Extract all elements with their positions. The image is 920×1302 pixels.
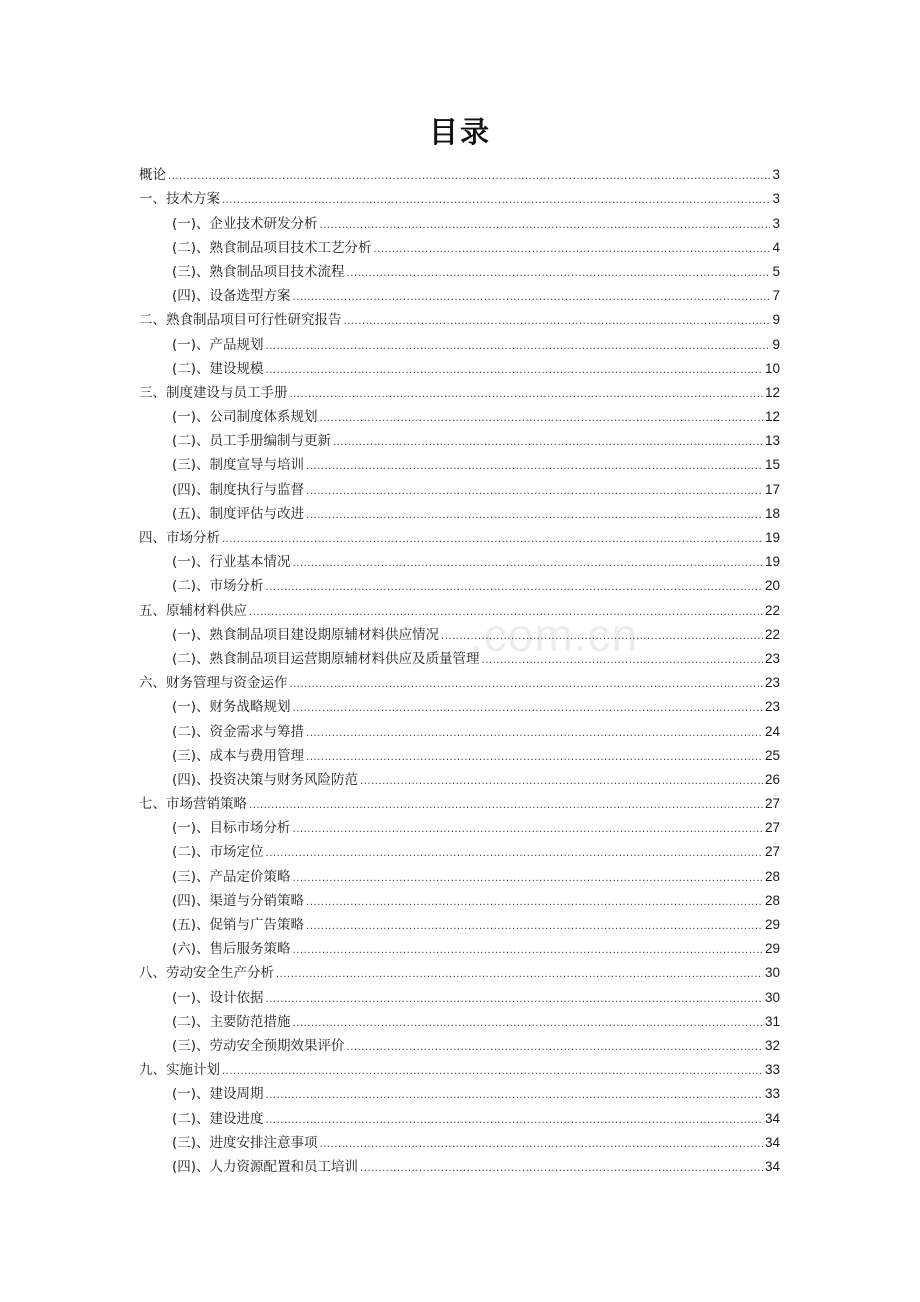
toc-chapter-entry[interactable]: [139, 595, 780, 619]
toc-dot-leader: [344, 315, 771, 329]
toc-section-entry[interactable]: [139, 861, 780, 885]
toc-section-entry[interactable]: [139, 1079, 780, 1103]
toc-dot-leader: [266, 340, 771, 354]
toc-dot-leader: [290, 678, 763, 692]
toc-section-entry[interactable]: [139, 281, 780, 305]
toc-section-entry[interactable]: [139, 934, 780, 958]
toc-entry-text: (三)、熟食制品项目技术流程: [172, 263, 345, 280]
toc-dot-leader: [266, 364, 763, 378]
toc-section-entry[interactable]: [139, 982, 780, 1006]
toc-page-number: 18: [764, 505, 780, 521]
toc-dot-leader: [290, 388, 763, 402]
toc-section-entry[interactable]: [139, 450, 780, 474]
toc-dot-leader: [347, 1041, 763, 1055]
toc-page-number: 5: [772, 263, 780, 279]
toc-page-number: 34: [764, 1134, 780, 1150]
table-of-contents: [139, 160, 780, 1176]
toc-page-number: 12: [764, 384, 780, 400]
toc-dot-leader: [441, 630, 763, 644]
toc-dot-leader: [266, 581, 763, 595]
toc-page-number: 3: [772, 215, 780, 231]
toc-entry-text: (一)、建设周期: [172, 1086, 264, 1103]
toc-entry-text: (二)、熟食制品项目技术工艺分析: [172, 239, 372, 256]
toc-entry-text: (一)、设计依据: [172, 989, 264, 1006]
toc-page-number: 26: [764, 771, 780, 787]
toc-dot-leader: [482, 654, 763, 668]
toc-page-number: 3: [772, 191, 780, 207]
toc-entry-text: (三)、制度宣导与培训: [172, 457, 305, 474]
toc-section-entry[interactable]: [139, 910, 780, 934]
toc-dot-leader: [222, 1065, 763, 1079]
toc-section-entry[interactable]: [139, 644, 780, 668]
toc-dot-leader: [306, 460, 763, 474]
toc-page-number: 28: [764, 892, 780, 908]
toc-dot-leader: [347, 267, 771, 281]
toc-page-number: 9: [772, 336, 780, 352]
toc-page-number: 13: [764, 433, 780, 449]
toc-section-entry[interactable]: [139, 1007, 780, 1031]
toc-section-entry[interactable]: [139, 329, 780, 353]
toc-dot-leader: [320, 1138, 763, 1152]
toc-dot-leader: [360, 1162, 763, 1176]
toc-entry-text: (三)、进度安排注意事项: [172, 1134, 318, 1151]
toc-entry-text: (一)、熟食制品项目建设期原辅材料供应情况: [172, 626, 440, 643]
toc-dot-leader: [168, 170, 770, 184]
toc-entry-text: (四)、制度执行与监督: [172, 481, 305, 498]
toc-page-number: 29: [764, 941, 780, 957]
toc-dot-leader: [306, 727, 763, 741]
toc-chapter-entry[interactable]: [139, 789, 780, 813]
toc-page-number: 32: [764, 1037, 780, 1053]
toc-entry-text: (二)、市场定位: [172, 844, 264, 861]
toc-section-entry[interactable]: [139, 402, 780, 426]
toc-dot-leader: [222, 533, 763, 547]
toc-entry-text: 二、熟食制品项目可行性研究报告: [139, 312, 342, 329]
toc-page-number: 15: [764, 457, 780, 473]
toc-page-number: 12: [764, 409, 780, 425]
page-title: 目录: [428, 115, 491, 149]
toc-entry-text: (一)、产品规划: [172, 336, 264, 353]
toc-entry-text: 七、市场营销策略: [139, 796, 247, 813]
toc-page-number: 30: [764, 965, 780, 981]
toc-entry-text: (二)、员工手册编制与更新: [172, 433, 332, 450]
toc-entry-text: (五)、促销与广告策略: [172, 917, 305, 933]
toc-entry-text: (二)、主要防范措施: [172, 1013, 291, 1030]
toc-section-entry[interactable]: [139, 1152, 780, 1176]
toc-entry-text: (一)、财务战略规划: [172, 699, 291, 716]
toc-entry-text: (二)、建设规模: [172, 360, 264, 377]
toc-entry-text: (一)、行业基本情况: [172, 554, 291, 571]
toc-page-number: 23: [764, 675, 780, 691]
toc-entry-text: (三)、劳动安全预期效果评价: [172, 1037, 345, 1054]
toc-section-entry[interactable]: [139, 692, 780, 716]
toc-section-entry[interactable]: [139, 620, 780, 644]
toc-dot-leader: [266, 847, 763, 861]
toc-entry-text: 概论: [139, 167, 166, 184]
toc-section-entry[interactable]: [139, 474, 780, 498]
toc-entry-text: (二)、熟食制品项目运营期原辅材料供应及质量管理: [172, 650, 480, 667]
toc-section-entry[interactable]: [139, 741, 780, 765]
toc-dot-leader: [306, 751, 763, 765]
toc-page-number: 19: [764, 530, 780, 545]
toc-entry-text: (一)、企业技术研发分析: [172, 215, 318, 232]
toc-dot-leader: [306, 896, 763, 910]
toc-page-number: 34: [764, 1110, 780, 1126]
toc-page-number: 33: [764, 1086, 780, 1102]
toc-chapter-entry[interactable]: [139, 378, 780, 402]
toc-dot-leader: [276, 968, 763, 982]
toc-dot-leader: [293, 944, 763, 958]
toc-entry-text: (四)、渠道与分销策略: [172, 892, 305, 909]
toc-section-entry[interactable]: [139, 257, 780, 281]
toc-page-number: 27: [764, 796, 780, 812]
toc-entry-text: 一、技术方案: [139, 191, 220, 208]
toc-section-entry[interactable]: [139, 426, 780, 450]
toc-section-entry[interactable]: [139, 813, 780, 837]
toc-dot-leader: [293, 291, 771, 305]
toc-page-number: 9: [772, 312, 780, 328]
toc-dot-leader: [306, 509, 763, 523]
toc-dot-leader: [306, 485, 763, 499]
toc-entry-text: (四)、人力资源配置和员工培训: [172, 1158, 359, 1175]
toc-entry-text: 八、劳动安全生产分析: [139, 965, 274, 982]
toc-page-number: 20: [764, 578, 780, 594]
toc-page-number: 17: [764, 481, 780, 497]
toc-page-number: 3: [772, 167, 780, 183]
toc-entry-text: (二)、建设进度: [172, 1110, 264, 1127]
toc-section-entry[interactable]: [139, 716, 780, 740]
toc-dot-leader: [293, 557, 763, 571]
toc-page-number: 4: [772, 239, 780, 255]
toc-entry-text: (一)、公司制度体系规划: [172, 409, 318, 426]
toc-entry-text: (五)、制度评估与改进: [172, 505, 305, 522]
toc-entry-text: (三)、成本与费用管理: [172, 747, 305, 764]
toc-page-number: 33: [764, 1062, 780, 1078]
toc-page-number: 23: [764, 650, 780, 666]
toc-page-number: 23: [764, 699, 780, 715]
toc-entry-text: (三)、产品定价策略: [172, 868, 291, 885]
toc-chapter-entry[interactable]: [139, 1055, 780, 1079]
toc-dot-leader: [293, 702, 763, 716]
toc-page-number: 7: [772, 288, 780, 304]
toc-entry-text: (四)、设备选型方案: [172, 288, 291, 305]
toc-entry-text: 九、实施计划: [139, 1062, 220, 1079]
toc-page-number: 27: [764, 820, 780, 836]
toc-dot-leader: [266, 1089, 763, 1103]
toc-page-number: 29: [764, 917, 780, 932]
toc-dot-leader: [374, 243, 771, 257]
toc-dot-leader: [293, 823, 763, 837]
toc-chapter-entry[interactable]: [139, 305, 780, 329]
toc-section-entry[interactable]: [139, 837, 780, 861]
toc-section-entry[interactable]: [139, 1103, 780, 1127]
toc-page-number: 28: [764, 868, 780, 884]
toc-page-number: 30: [764, 989, 780, 1005]
toc-dot-leader: [249, 799, 763, 813]
toc-dot-leader: [360, 775, 763, 789]
toc-section-entry[interactable]: [139, 354, 780, 378]
toc-section-entry[interactable]: [139, 1128, 780, 1152]
toc-page-number: 31: [764, 1013, 780, 1029]
toc-section-entry[interactable]: [139, 765, 780, 789]
toc-section-entry[interactable]: [139, 1031, 780, 1055]
toc-page-number: 22: [764, 602, 780, 618]
toc-page-number: 24: [764, 723, 780, 739]
toc-page-number: 27: [764, 844, 780, 860]
toc-section-entry[interactable]: [139, 233, 780, 257]
toc-chapter-entry[interactable]: [139, 184, 780, 208]
toc-page-number: 25: [764, 747, 780, 763]
toc-entry-text: 五、原辅材料供应: [139, 602, 247, 619]
toc-section-entry[interactable]: [139, 499, 780, 523]
toc-dot-leader: [333, 436, 763, 450]
toc-entry-text: (四)、投资决策与财务风险防范: [172, 771, 359, 788]
toc-chapter-entry[interactable]: [139, 958, 780, 982]
toc-section-entry[interactable]: [139, 886, 780, 910]
toc-entry-text: (二)、市场分析: [172, 578, 264, 595]
toc-chapter-entry[interactable]: [139, 668, 780, 692]
toc-page-number: 19: [764, 554, 780, 570]
toc-section-entry[interactable]: [139, 208, 780, 232]
toc-chapter-entry[interactable]: [139, 160, 780, 184]
toc-section-entry[interactable]: [139, 571, 780, 595]
toc-page-number: 10: [764, 360, 780, 376]
toc-entry-text: (六)、售后服务策略: [172, 941, 291, 958]
toc-entry-text: (一)、目标市场分析: [172, 820, 291, 837]
toc-entry-text: 四、市场分析: [139, 530, 220, 546]
toc-dot-leader: [266, 1114, 763, 1128]
watermark: .com.cn: [470, 609, 639, 661]
toc-dot-leader: [222, 194, 770, 208]
toc-chapter-entry[interactable]: [139, 523, 780, 547]
toc-dot-leader: [293, 872, 763, 886]
toc-dot-leader: [293, 1017, 763, 1031]
toc-dot-leader: [320, 412, 763, 426]
toc-dot-leader: [266, 993, 763, 1007]
toc-dot-leader: [320, 219, 771, 233]
toc-entry-text: 三、制度建设与员工手册: [139, 384, 288, 401]
toc-entry-text: 六、财务管理与资金运作: [139, 675, 288, 692]
toc-page-number: 34: [764, 1158, 780, 1174]
toc-entry-text: (二)、资金需求与筹措: [172, 723, 305, 740]
toc-page-number: 22: [764, 626, 780, 642]
toc-dot-leader: [249, 606, 763, 620]
toc-section-entry[interactable]: [139, 547, 780, 571]
toc-dot-leader: [306, 920, 763, 934]
